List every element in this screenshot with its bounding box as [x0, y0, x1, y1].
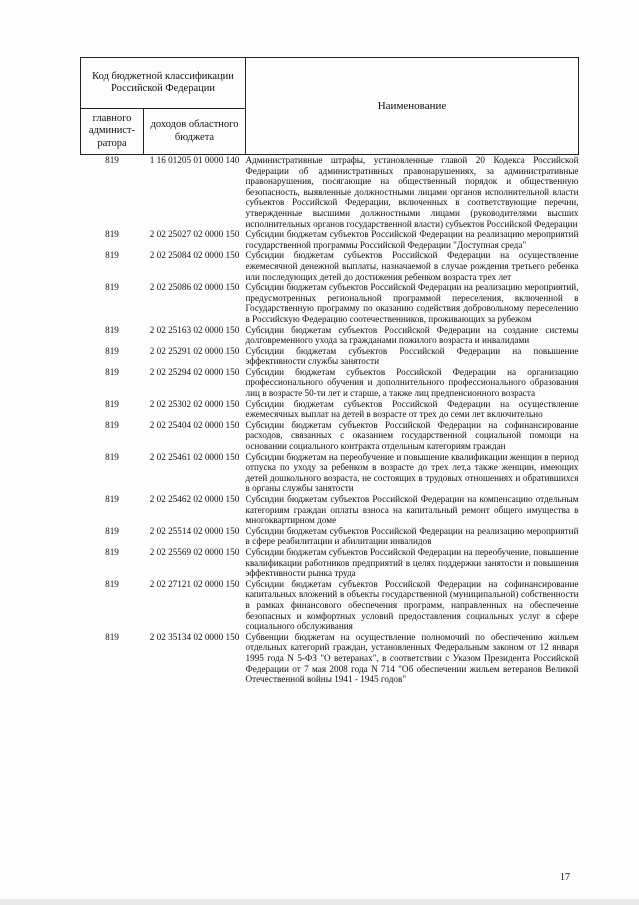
name-cell: Субсидии бюджетам субъектов Российской Федерации на организацию профессионального обучения и дополнительного профессионального образования лиц в возрасте 50-ти лет и старше, а также лиц предпенсионного возраста	[245, 366, 579, 399]
name-cell: Субсидии бюджетам субъектов Российской Федерации на реализацию мероприятий государственной программы Российской Федерации "Доступная среда"	[245, 229, 579, 250]
income-code-cell: 2 02 25569 02 0000 150	[149, 546, 240, 557]
table-row	[81, 155, 579, 230]
table-row	[81, 346, 579, 367]
table-row	[81, 526, 579, 547]
table-row	[81, 367, 579, 399]
table-row	[81, 250, 579, 282]
income-code-cell: 2 02 25084 02 0000 150	[149, 250, 240, 261]
name-cell: Субсидии бюджетам субъектов Российской Федерации на реализацию мероприятий, предусмотренных региональной программой переселения, включенной в Государственную программу по оказанию содействия добровольному переселению в Российскую Федерацию соотечественников, проживающих за рубежом	[245, 282, 579, 324]
name-cell: Субвенции бюджетам на осуществление полномочий по обеспечению жильем отдельных категорий граждан, установленных Федеральным законом от 12 января 1995 года N 5-ФЗ "О ветеранах", в соответствии с Указом Президента Российской Федерации от 7 мая 2008 года N 714 "Об обеспечении жильем ветеранов Великой Отечественной войны 1941 - 1945 годов"	[245, 631, 579, 685]
admin-code-cell: 819	[105, 366, 119, 377]
table-row	[81, 452, 579, 494]
table-row	[81, 632, 579, 685]
income-code-cell: 2 02 25294 02 0000 150	[149, 366, 240, 377]
table-row	[81, 325, 579, 346]
name-cell: Субсидии бюджетам субъектов Российской Федерации на софинансирование расходов, связанных с оказанием государственной социальной помощи на основании социального контракта отдельным категориям граждан	[245, 419, 579, 452]
income-code-cell: 2 02 25086 02 0000 150	[149, 282, 240, 293]
admin-code-cell: 819	[105, 250, 119, 261]
income-code-cell: 1 16 01205 01 0000 140	[149, 155, 240, 165]
admin-code-cell: 819	[105, 398, 119, 409]
income-code-cell: 2 02 25163 02 0000 150	[149, 324, 240, 335]
admin-code-cell: 819	[105, 155, 119, 165]
income-code-cell: 2 02 35134 02 0000 150	[149, 631, 240, 642]
income-code-cell: 2 02 25302 02 0000 150	[149, 398, 240, 409]
header-name: Наименование	[246, 58, 579, 155]
name-cell: Субсидии бюджетам субъектов Российской Федерации на осуществление ежемесячной денежной выплаты, назначаемой в случае рождения третьего ребенка или последующих детей до достижения ребенком возраста трех лет	[245, 250, 579, 282]
admin-code-cell: 819	[105, 631, 119, 642]
name-cell: Субсидии бюджетам субъектов Российской Федерации на повышение эффективности службы занятости	[245, 345, 579, 367]
table-row	[81, 494, 579, 526]
header-admin: главного админист-ратора	[81, 109, 144, 155]
table-body	[81, 155, 579, 685]
admin-code-cell: 819	[105, 578, 119, 589]
admin-code-cell: 819	[105, 546, 119, 557]
table-row	[81, 229, 579, 250]
income-code-cell: 2 02 25461 02 0000 150	[149, 451, 240, 462]
admin-code-cell: 819	[105, 324, 119, 335]
table-row	[81, 282, 579, 324]
admin-code-cell: 819	[105, 229, 119, 240]
income-code-cell: 2 02 25027 02 0000 150	[149, 229, 240, 240]
income-code-cell: 2 02 25404 02 0000 150	[149, 419, 240, 430]
income-code-cell: 2 02 25462 02 0000 150	[149, 494, 240, 504]
scan-bottom-edge	[0, 899, 639, 905]
table-row	[81, 547, 579, 579]
table-row	[81, 579, 579, 632]
table-row	[81, 399, 579, 420]
budget-code-table	[80, 57, 579, 685]
name-cell: Субсидии бюджетам субъектов Российской Федерации на реализацию мероприятий в сфере реабилитации и абилитации инвалидов	[245, 525, 579, 547]
income-code-cell: 2 02 25514 02 0000 150	[149, 525, 240, 536]
admin-code-cell: 819	[105, 525, 119, 536]
admin-code-cell: 819	[105, 494, 119, 504]
table-row	[81, 420, 579, 452]
income-code-cell: 2 02 25291 02 0000 150	[149, 345, 240, 356]
name-cell: Субсидии бюджетам субъектов Российской Федерации на софинансирование капитальных вложений в объекты государственной (муниципальной) собственности в рамках финансового обеспечения программ, направленных на обеспечение безопасных и комфортных условий предоставления социальных услуг в сфере социального обслуживания	[245, 578, 579, 632]
name-cell: Субсидии бюджетам субъектов Российской Федерации на создание системы долговременного ухода за гражданами пожилого возраста и инвалидами	[245, 324, 579, 346]
admin-code-cell: 819	[105, 282, 119, 293]
name-cell: Субсидии бюджетам на переобучение и повышение квалификации женщин в период отпуска по уходу за ребенком в возрасте до трех лет,а также женщин, имеющих детей дошкольного возраста, не состоящих в трудовых отношениях и обратившихся в органы службы занятости	[245, 451, 579, 494]
header-budget-classification: Код бюджетной классификации Российской Федерации	[81, 58, 246, 109]
admin-code-cell: 819	[105, 419, 119, 430]
page-number: 17	[560, 872, 570, 883]
name-cell: Субсидии бюджетам субъектов Российской Федерации на компенсацию отдельным категориям граждан оплаты взноса на капитальный ремонт общего имущества в многоквартирном доме	[245, 494, 579, 526]
name-cell: Административные штрафы, установленные главой 20 Кодекса Российской Федерации об административных правонарушениях, за административные правонарушения, посягающие на общественный порядок и общественную безопасность, выявленные должностными лицами органов исполнительной власти субъектов Российской Федерации, включенных в соответствующие перечни, утвержденные высшими должностными лицами (руководителями высших исполнительных органов государственной власти) субъектов Российской Федерации	[245, 155, 579, 229]
header-income: доходов областного бюджета	[144, 109, 246, 155]
name-cell: Субсидии бюджетам субъектов Российской Федерации на переобучение, повышение квалификации работников предприятий в целях поддержки занятости и повышения эффективности рынка труда	[245, 546, 579, 579]
name-cell: Субсидии бюджетам субъектов Российской Федерации на осуществление ежемесячных выплат на детей в возрасте от трех до семи лет включительно	[245, 398, 579, 420]
admin-code-cell: 819	[105, 345, 119, 356]
admin-code-cell: 819	[105, 451, 119, 462]
income-code-cell: 2 02 27121 02 0000 150	[149, 578, 240, 589]
